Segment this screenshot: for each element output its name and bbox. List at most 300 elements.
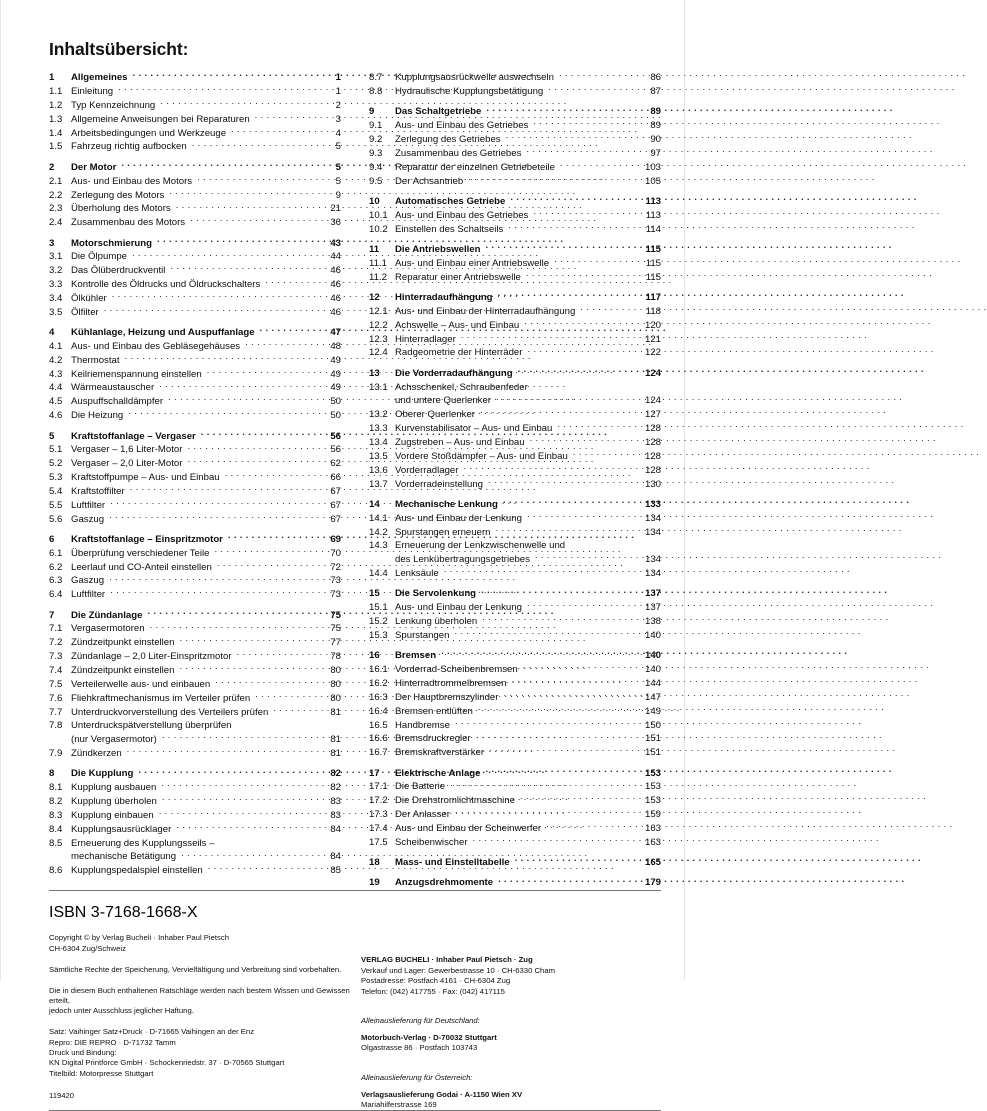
toc-chapter-entry[interactable]: [369, 876, 661, 890]
toc-dot-leader: [260, 326, 315, 335]
toc-dot-leader: [168, 395, 315, 404]
toc-entry-title: Automatisches Getriebe: [395, 196, 506, 207]
production-block: [49, 1027, 361, 1079]
toc-dot-leader: [523, 663, 635, 672]
toc-entry-title: Fahrzeug richtig aufbocken: [71, 141, 187, 153]
toc-entry-page: 89: [650, 106, 661, 118]
toc-dot-leader: [554, 257, 635, 266]
toc-entry-number: 3.4: [49, 292, 63, 304]
toc-entry-page: 50: [330, 396, 341, 408]
toc-entry-number: 13.4: [369, 437, 388, 448]
toc-entry-page: 134: [644, 568, 661, 580]
toc-entry-title: Typ Kennzeichnung: [71, 99, 156, 111]
toc-entry-page: 77: [330, 637, 341, 649]
toc-dot-leader: [496, 394, 635, 403]
toc-entry-page: 44: [330, 251, 341, 263]
toc-entry-title: Einleitung: [71, 86, 114, 98]
toc-dot-leader: [533, 119, 635, 128]
toc-dot-leader: [527, 346, 635, 355]
toc-dot-leader: [162, 733, 315, 742]
toc-dot-leader: [526, 271, 635, 280]
distribution-germany-name: Motorbuch-Verlag · D-70032 Stuttgart: [361, 1032, 497, 1042]
toc-entry-number: 4.5: [49, 396, 63, 408]
toc-entry-page: 1: [335, 86, 341, 98]
toc-entry-title: Zusammenbau des Getriebes: [395, 147, 522, 159]
toc-entry-number: 7.3: [49, 651, 63, 663]
toc-entry-number: 12: [369, 292, 380, 304]
toc-entry-title: Kupplung überholen: [71, 796, 157, 808]
toc-entry-page: 46: [330, 265, 341, 277]
toc-section-entry[interactable]: [49, 706, 341, 720]
toc-dot-leader: [179, 636, 315, 645]
toc-entry-number: 3.5: [49, 306, 63, 318]
toc-section-entry[interactable]: [49, 823, 341, 837]
toc-entry-title: Der Motor: [71, 161, 117, 173]
toc-dot-leader: [147, 609, 315, 618]
toc-entry-title: Achsschenkel, Schraubenfeder: [395, 381, 528, 393]
toc-dot-leader: [192, 140, 315, 149]
toc-entry-page: 87: [650, 86, 661, 98]
toc-dot-leader: [476, 732, 635, 741]
toc-dot-leader: [181, 850, 315, 859]
toc-entry-page: 67: [330, 513, 341, 525]
toc-entry-page: 140: [644, 664, 661, 676]
toc-entry-title: Mass- und Einstelltabelle: [395, 857, 510, 869]
toc-entry-title: Leerlauf und CO-Anteil einstellen: [71, 561, 212, 573]
toc-dot-leader: [215, 678, 315, 687]
toc-entry-title: Bremsen: [395, 650, 437, 662]
toc-dot-leader: [207, 368, 315, 377]
toc-entry-number: 17.2: [369, 795, 388, 807]
toc-entry-page: 163: [644, 822, 661, 834]
toc-entry-page: 159: [644, 809, 661, 821]
distribution-austria-address: Mariahilferstrasse 169: [361, 1099, 437, 1109]
toc-entry-title: Allgemeines: [71, 72, 128, 84]
page-content: [49, 40, 661, 1111]
toc-entry-title: Ölkühler: [71, 292, 107, 304]
publisher-address-1: Verkauf und Lager: Gewerbestrasse 10 · CH-6330 Cham: [361, 965, 555, 975]
toc-dot-leader: [160, 99, 315, 108]
toc-dot-leader: [109, 513, 315, 522]
toc-entry-number: 3.1: [49, 251, 63, 263]
toc-entry-number: 2.3: [49, 203, 63, 215]
toc-entry-title: Die Drehstromlichtmaschine: [395, 795, 515, 807]
toc-entry-number: 8: [49, 768, 55, 780]
toc-entry-page: 124: [644, 367, 661, 379]
toc-entry-title: Bremskraftverstärker: [395, 747, 485, 759]
toc-entry-title: Kupplung ausbauen: [71, 782, 157, 794]
toc-entry-title: Die Heizung: [71, 410, 124, 422]
toc-dot-leader: [463, 464, 635, 473]
toc-dot-leader: [486, 767, 636, 776]
toc-entry-page: 84: [330, 823, 341, 835]
toc-dot-leader: [503, 691, 635, 700]
toc-entry-page: 103: [644, 161, 661, 173]
toc-entry-title: Aus- und Einbau der Lenkung: [395, 602, 522, 614]
toc-entry-title: mechanische Betätigung: [71, 851, 177, 863]
toc-entry-number: 8.5: [49, 837, 63, 849]
toc-dot-leader: [444, 567, 635, 576]
toc-dot-leader: [118, 85, 315, 94]
page-title: Inhaltsübersicht:: [49, 39, 189, 59]
toc-entry-page: 75: [330, 609, 341, 621]
toc-dot-leader: [580, 305, 635, 314]
copyright-line-2: CH-6304 Zug/Schweiz: [49, 943, 126, 953]
toc-entry-number: 8.6: [49, 865, 63, 877]
toc-entry-number: 12.1: [369, 305, 388, 317]
toc-entry-page: 115: [645, 271, 661, 283]
toc-entry-page: 153: [644, 795, 661, 807]
toc-entry-number: 7.5: [49, 678, 63, 690]
toc-entry-number: 14.2: [369, 526, 388, 538]
toc-dot-leader: [511, 677, 635, 686]
toc-entry-number: 6.4: [49, 589, 63, 601]
toc-entry-page: 127: [644, 409, 661, 421]
toc-entry-page: 113: [645, 209, 661, 221]
toc-entry-page: 82: [330, 782, 341, 794]
toc-entry-number: 7.8: [49, 720, 63, 732]
toc-entry-number: 5.2: [49, 458, 63, 470]
toc-dot-leader: [498, 876, 635, 885]
toc-dot-leader: [104, 306, 315, 315]
toc-column-left: [49, 71, 341, 878]
toc-entry-number: 1.3: [49, 113, 63, 125]
toc-entry-title: Oberer Querlenker: [395, 409, 475, 421]
toc-entry-number: 2.4: [49, 217, 63, 229]
toc-entry-page: 134: [644, 526, 661, 538]
toc-entry-number: 13: [369, 367, 380, 379]
toc-entry-page: 128: [644, 450, 661, 462]
toc-entry-title: Vorderradlager: [395, 464, 459, 476]
toc-entry-page: 73: [330, 575, 341, 587]
toc-entry-page: 43: [330, 237, 341, 249]
toc-entry-title: Einstellen des Schaltseils: [395, 223, 504, 235]
toc-entry-number: 4.2: [49, 354, 63, 366]
toc-entry-title: Kupplung einbauen: [71, 809, 154, 821]
toc-entry-page: 151: [644, 733, 661, 745]
toc-entry-page: 47: [330, 327, 341, 339]
toc-entry-number: 9.1: [369, 120, 383, 132]
toc-entry-number: 16: [369, 650, 380, 662]
toc-entry-page: 122: [644, 347, 661, 359]
toc-dot-leader: [546, 822, 635, 831]
toc-entry-title: Zerlegung des Motors: [71, 189, 165, 201]
toc-entry-title: Fliehkraftmechanismus im Verteiler prüfen: [71, 692, 251, 704]
toc-entry-title: Zündanlage – 2,0 Liter-Einspritzmotor: [71, 651, 232, 663]
toc-dot-leader: [273, 706, 315, 715]
toc-dot-leader: [515, 856, 635, 865]
toc-entry-number: 1.4: [49, 127, 63, 139]
toc-entry-title: Die Kupplung: [71, 768, 134, 780]
distribution-germany-label: Alleinauslieferung für Deutschland:: [361, 1016, 480, 1026]
toc-entry-title: Radgeometrie der Hinterräder: [395, 347, 523, 359]
toc-entry-number: 3.3: [49, 279, 63, 291]
toc-dot-leader: [176, 202, 315, 211]
toc-entry-title: Auspuffschalldämpfer: [71, 396, 164, 408]
toc-entry-title: Ölfilter: [71, 306, 99, 318]
toc-entry-page: 120: [644, 319, 661, 331]
toc-section-entry[interactable]: [49, 588, 341, 602]
toc-dot-leader: [533, 381, 635, 390]
toc-entry-title: Zündzeitpunkt einstellen: [71, 665, 175, 676]
toc-entry-page: 128: [644, 423, 661, 435]
toc-entry-number: 8.4: [49, 823, 63, 835]
toc-entry-number: 8.2: [49, 796, 63, 808]
toc-dot-leader: [187, 443, 315, 452]
toc-entry-page: 163: [644, 836, 661, 848]
toc-entry-page: 84: [330, 851, 341, 863]
toc-entry-title: Kraftstoffanlage – Vergaser: [71, 430, 196, 442]
toc-dot-leader: [450, 780, 635, 789]
toc-entry-title: Kraftstoffpumpe – Aus- und Einbau: [71, 472, 220, 484]
toc-entry-title: Spurstangen erneuern: [395, 526, 491, 538]
toc-entry-number: 7.4: [49, 665, 63, 676]
toc-entry-number: 9: [369, 106, 375, 118]
toc-entry-number: 17.3: [369, 809, 388, 821]
distribution-austria-block: [361, 1073, 661, 1110]
toc-dot-leader: [520, 794, 635, 803]
toc-entry-title: Unterdruckvorverstellung des Verteilers prüfen: [71, 706, 269, 718]
toc-dot-leader: [159, 381, 315, 390]
toc-dot-leader: [121, 161, 315, 170]
toc-dot-leader: [127, 747, 315, 756]
toc-entry-number: 16.2: [369, 678, 388, 689]
toc-dot-leader: [265, 278, 315, 287]
toc-dot-leader: [548, 85, 635, 94]
toc-dot-leader: [190, 216, 315, 225]
toc-dot-leader: [237, 650, 315, 659]
toc-entry-number: 3.2: [49, 265, 63, 277]
toc-dot-leader: [441, 649, 635, 658]
toc-dot-leader: [197, 175, 315, 184]
toc-entry-number: 15.3: [369, 629, 388, 641]
toc-entry-number: 4.1: [49, 340, 63, 352]
toc-entry-title: Die Vorderradaufhängung: [395, 367, 513, 379]
toc-dot-leader: [130, 485, 315, 494]
toc-entry-title: Die Antriebswellen: [395, 244, 481, 256]
toc-dot-leader: [179, 664, 315, 673]
toc-dot-leader: [485, 243, 635, 252]
toc-dot-leader: [187, 457, 315, 466]
toc-entry-page: 117: [645, 292, 661, 304]
toc-entry-page: 165: [644, 857, 661, 869]
toc-entry-title: Verteilerwelle aus- und einbauen: [71, 678, 211, 690]
toc-entry-title: Achswelle – Aus- und Einbau: [395, 319, 520, 331]
toc-entry-page: 21: [330, 203, 341, 215]
toc-entry-title: Der Anlasser: [395, 809, 450, 821]
toc-entry-page: 5: [335, 175, 341, 187]
toc-entry-number: 16.1: [369, 664, 388, 676]
toc-entry-title: Motorschmierung: [71, 237, 153, 249]
toc-entry-number: 10.2: [369, 223, 388, 235]
toc-entry-page: 179: [644, 877, 661, 889]
toc-entry-title: und untere Querlenker: [395, 395, 491, 407]
toc-dot-leader: [128, 409, 315, 418]
imprint-right-column: [361, 933, 661, 1110]
toc-dot-leader: [231, 127, 315, 136]
toc-dot-leader: [468, 175, 635, 184]
toc-entry-number: 7.2: [49, 637, 63, 649]
toc-dot-leader: [255, 692, 315, 701]
toc-entry-title: Gaszug: [71, 513, 105, 525]
toc-entry-page: 140: [644, 629, 661, 641]
toc-entry-title: Bremsen entlüften: [395, 705, 473, 717]
toc-entry-number: 14.3: [369, 540, 388, 552]
toc-entry-number: 15.2: [369, 616, 388, 628]
imprint-section: [49, 933, 661, 1110]
toc-entry-page: 153: [644, 767, 661, 779]
toc-entry-title: Das Schaltgetriebe: [395, 106, 482, 118]
toc-entry-page: 137: [644, 602, 661, 614]
toc-entry-number: 1: [49, 72, 55, 84]
toc-entry-page: 46: [330, 279, 341, 291]
toc-dot-leader: [133, 71, 315, 80]
toc-section-entry[interactable]: [49, 306, 341, 320]
toc-section-entry[interactable]: [49, 513, 341, 527]
toc-entry-page: 50: [330, 410, 341, 422]
toc-entry-title: Lenksäule: [395, 568, 439, 580]
publisher-name: VERLAG BUCHELI · Inhaber Paul Pietsch · Zug: [361, 955, 533, 965]
toc-entry-title: Allgemeine Anweisungen bei Reparaturen: [71, 113, 250, 125]
toc-entry-page: 56: [330, 444, 341, 456]
toc-entry-title: Kupplungsausrückwelle auswechseln: [395, 72, 554, 84]
toc-entry-title: Der Achsantrieb: [395, 175, 464, 187]
toc-entry-number: 14.4: [369, 568, 388, 580]
toc-dot-leader: [480, 408, 635, 417]
toc-dot-leader: [486, 105, 635, 114]
toc-section-entry[interactable]: [49, 216, 341, 230]
toc-section-entry[interactable]: [49, 864, 341, 878]
toc-entry-page: 118: [645, 305, 661, 317]
toc-entry-page: 140: [644, 650, 661, 662]
toc-entry-title: Scheibenwischer: [395, 836, 468, 848]
toc-entry-number: 10.1: [369, 209, 388, 221]
toc-entry-title: Luftfilter: [71, 589, 106, 601]
toc-entry-title: Arbeitsbedingungen und Werkzeuge: [71, 127, 227, 139]
toc-entry-number: 13.5: [369, 450, 388, 462]
toc-section-entry[interactable]: [49, 140, 341, 154]
toc-entry-page: 78: [330, 651, 341, 663]
toc-entry-title: Vorderradeinstellung: [395, 478, 484, 490]
toc-dot-leader: [132, 250, 315, 259]
toc-entry-page: 80: [330, 678, 341, 690]
toc-entry-page: 2: [335, 99, 341, 111]
toc-section-entry[interactable]: [49, 409, 341, 423]
toc-entry-number: 4.3: [49, 368, 63, 380]
toc-entry-page: 46: [330, 306, 341, 318]
toc-section-entry[interactable]: [49, 747, 341, 761]
toc-dot-leader: [162, 795, 315, 804]
toc-entry-page: 80: [330, 692, 341, 704]
toc-entry-title: Keilriemenspannung einstellen: [71, 368, 202, 380]
toc-dot-leader: [161, 781, 315, 790]
toc-entry-page: 153: [644, 781, 661, 793]
toc-dot-leader: [503, 498, 635, 507]
toc-entry-page: 133: [644, 498, 661, 510]
toc-entry-title: Das Ölüberdruckventil: [71, 265, 166, 277]
toc-entry-title: Aus- und Einbau des Gebläsegehäuses: [71, 340, 241, 352]
toc-entry-number: 6.3: [49, 575, 63, 587]
toc-entry-page: 46: [330, 292, 341, 304]
toc-entry-title: Kontrolle des Öldrucks und Öldruckschalters: [71, 279, 261, 291]
toc-entry-title: Kraftstoffanlage – Einspritzmotor: [71, 533, 223, 545]
toc-entry-title: Zerlegung des Getriebes: [395, 134, 501, 146]
toc-dot-leader: [527, 601, 635, 610]
toc-dot-leader: [495, 526, 635, 535]
toc-entry-number: 2.2: [49, 189, 63, 201]
toc-dot-leader: [138, 767, 315, 776]
toc-dot-leader: [530, 436, 635, 445]
toc-dot-leader: [217, 561, 315, 570]
toc-entry-page: 66: [330, 472, 341, 484]
toc-entry-title: Vergasermotoren: [71, 623, 145, 635]
toc-entry-title: Gaszug: [71, 575, 105, 587]
toc-dot-leader: [510, 195, 635, 204]
toc-dot-leader: [473, 836, 635, 845]
toc-entry-number: 12.3: [369, 333, 388, 345]
toc-entry-page: 138: [644, 616, 661, 628]
toc-entry-page: 48: [330, 340, 341, 352]
toc-entry-title: Hinterradlager: [395, 333, 456, 345]
toc-entry-number: 5.1: [49, 444, 63, 456]
toc-dot-leader: [526, 147, 635, 156]
rights-line: Sämtliche Rechte der Speicherung, Vervielfältigung und Verbreitung sind vorbehalten.: [49, 964, 342, 974]
toc-entry-number: 15.1: [369, 602, 388, 614]
toc-entry-page: 128: [644, 464, 661, 476]
toc-entry-page: 144: [644, 678, 661, 689]
toc-dot-leader: [478, 705, 635, 714]
toc-entry-title: Erneuerung der Lenkzwischenwelle und: [395, 540, 566, 552]
toc-entry-number: 5.6: [49, 513, 63, 525]
toc-dot-leader: [109, 574, 315, 583]
toc-entry-title: Luftfilter: [71, 499, 106, 511]
toc-entry-number: 13.2: [369, 409, 388, 421]
toc-entry-page: 4: [335, 127, 341, 139]
distribution-austria-name: Verlagsauslieferung Godai · A-1150 Wien XV: [361, 1089, 523, 1099]
toc-dot-leader: [488, 478, 635, 487]
toc-dot-leader: [527, 512, 635, 521]
toc-entry-page: 67: [330, 499, 341, 511]
toc-entry-title: Aus- und Einbau des Getriebes: [395, 209, 529, 221]
toc-dot-leader: [157, 237, 315, 246]
toc-dot-leader: [573, 450, 635, 459]
toc-entry-page: 5: [335, 161, 341, 173]
toc-entry-title: Überholung des Motors: [71, 203, 171, 215]
toc-entry-title: Thermostat: [71, 354, 120, 366]
toc-dot-leader: [455, 719, 635, 728]
toc-entry-number: 7.1: [49, 623, 63, 635]
toc-entry-title: Hydraulische Kupplungsbetätigung: [395, 86, 544, 98]
toc-entry-number: 9.2: [369, 134, 383, 146]
toc-dot-leader: [454, 629, 635, 638]
toc-dot-leader: [560, 161, 635, 170]
imprint-left-column: [49, 933, 361, 1109]
toc-entry-page: 81: [330, 706, 341, 718]
toc-entry-title: Reparatur einer Antriebswelle: [395, 271, 521, 283]
disclaimer-line-2: jedoch unter Ausschluss jeglicher Haftung.: [49, 1006, 194, 1016]
toc-entry-page: 69: [330, 533, 341, 545]
toc-entry-title: Aus- und Einbau des Getriebes: [395, 120, 529, 132]
order-code: 119420: [49, 1091, 75, 1101]
toc-entry-number: 17: [369, 767, 380, 779]
copyright-block: [49, 933, 361, 954]
toc-entry-page: 128: [644, 437, 661, 448]
toc-entry-page: 85: [330, 865, 341, 877]
publisher-address-2: Postadresse: Postfach 4161 · CH-6304 Zug: [361, 976, 511, 986]
toc-entry-title: Hinterradaufhängung: [395, 292, 493, 304]
distribution-austria-label: Alleinauslieferung für Österreich:: [361, 1073, 473, 1083]
toc-entry-number: 5.5: [49, 499, 63, 511]
